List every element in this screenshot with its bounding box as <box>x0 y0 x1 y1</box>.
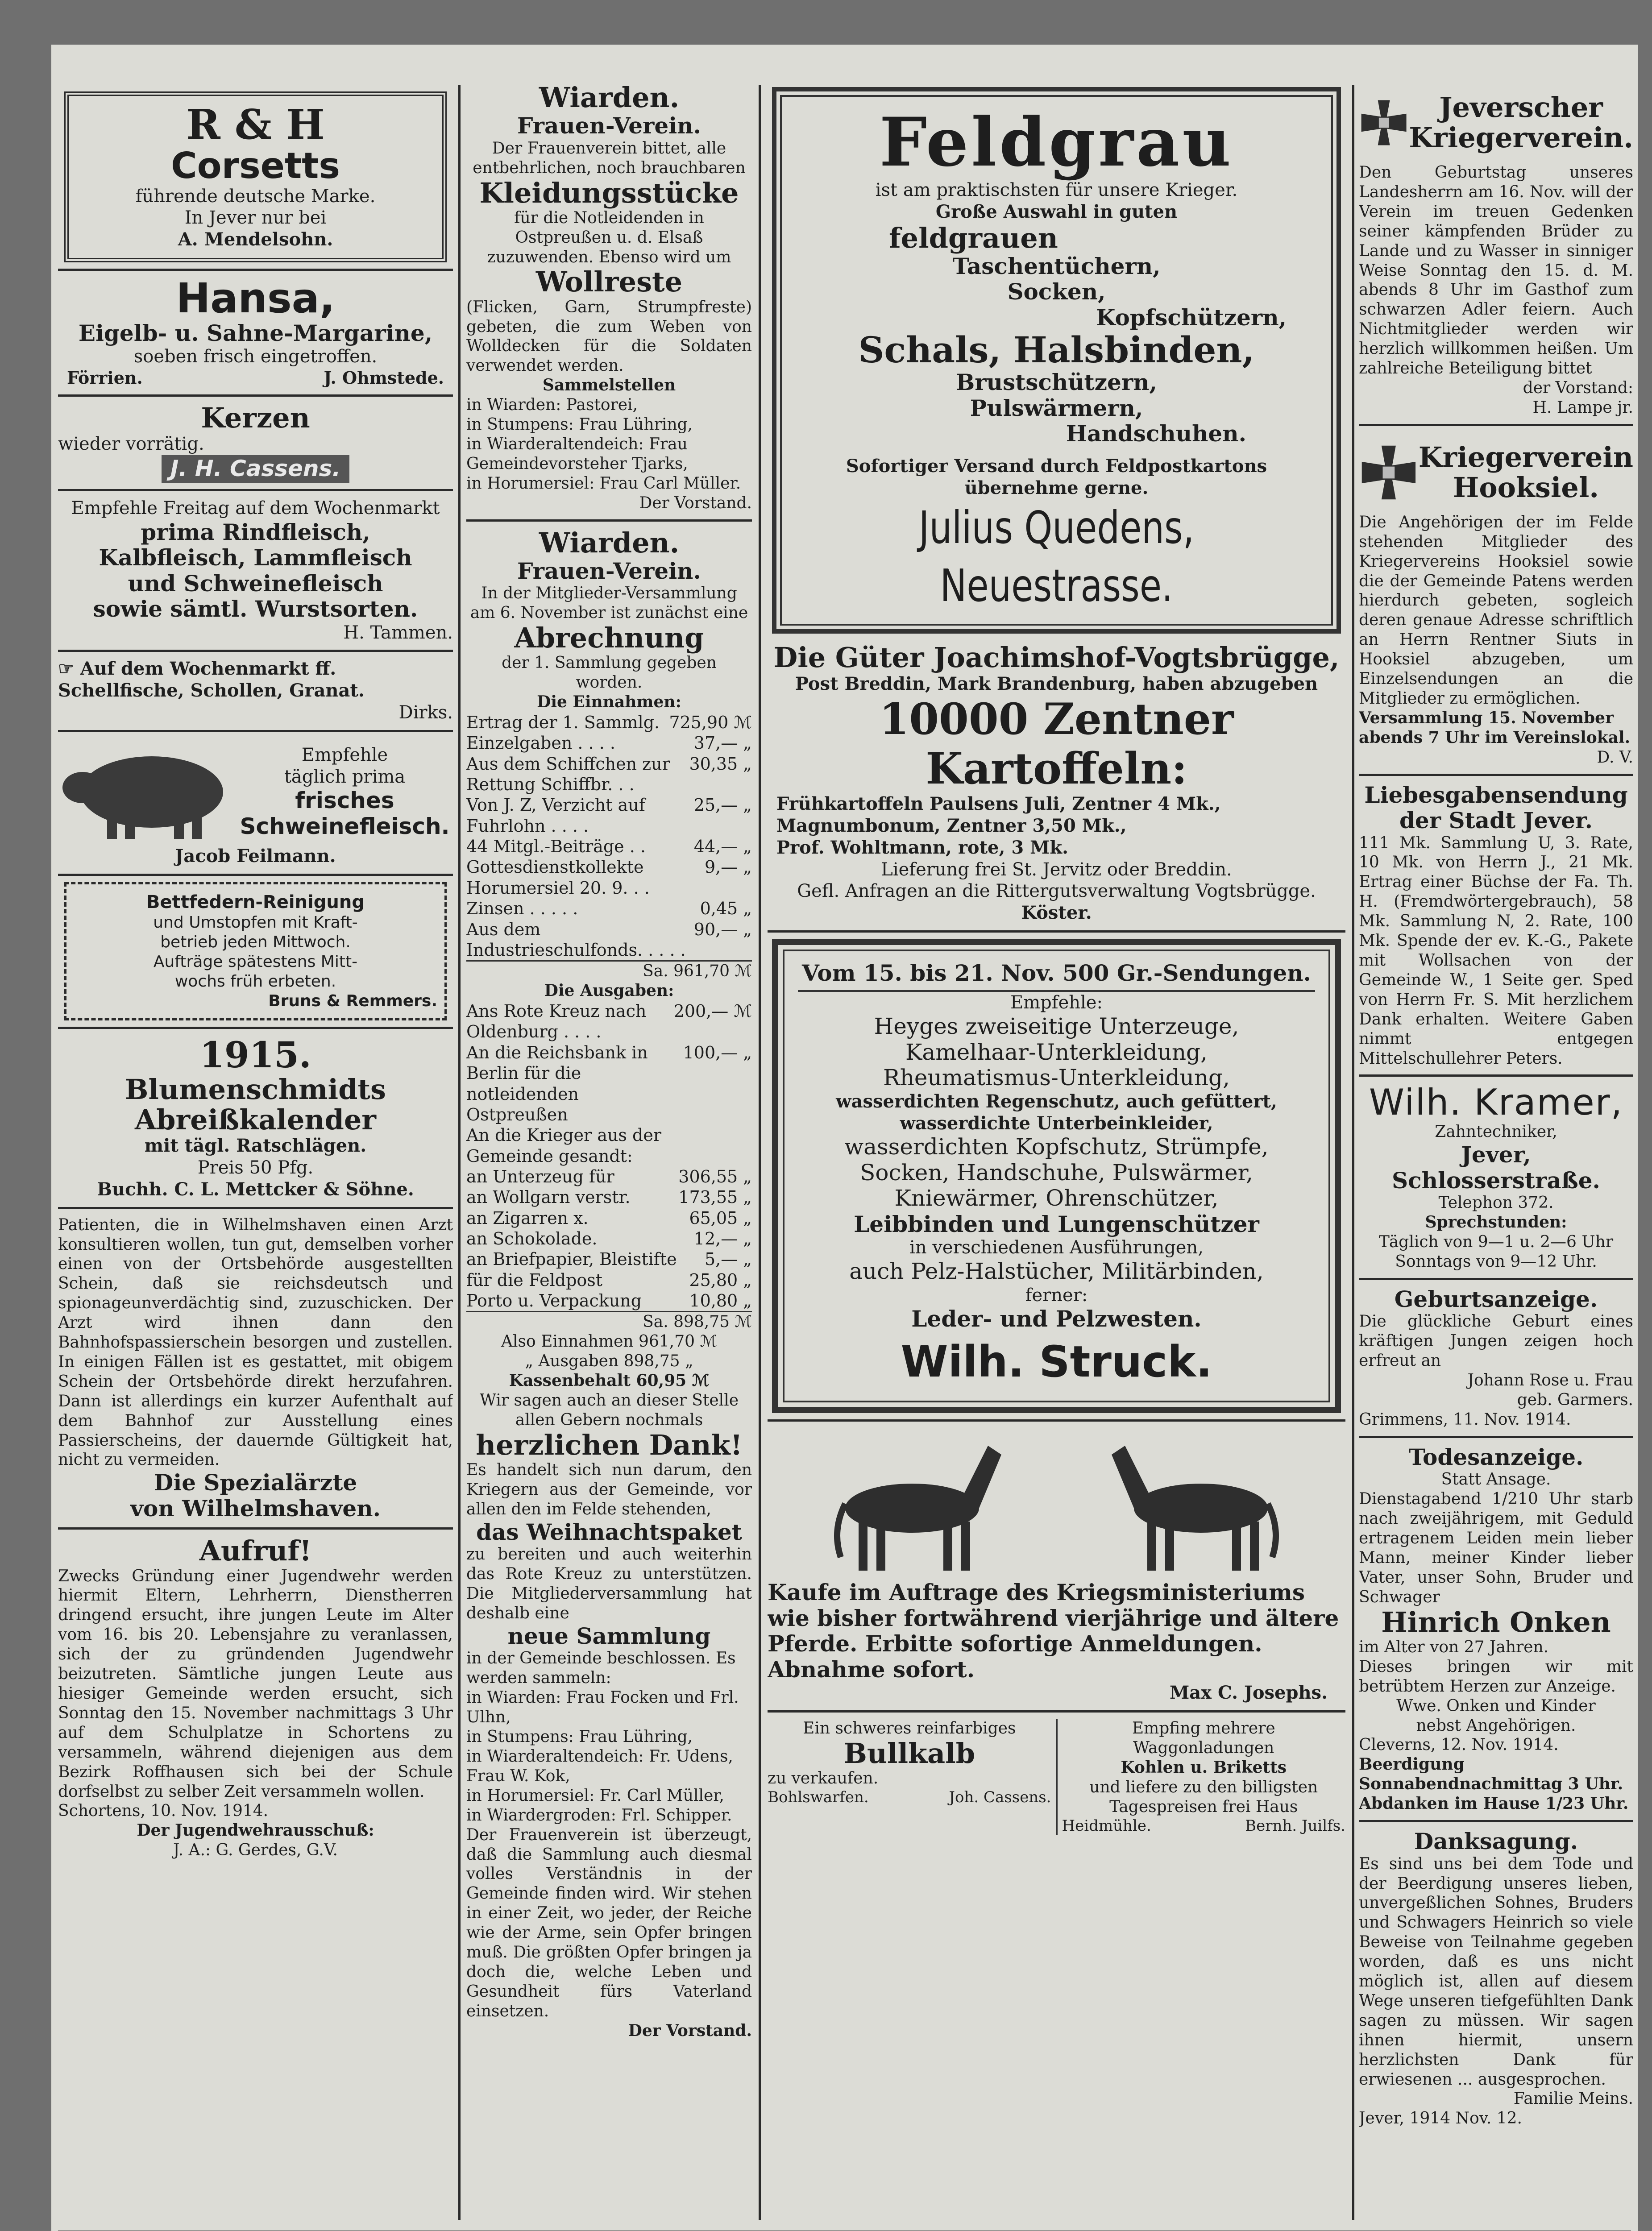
patienten-notice: Patienten, die in Wilhelmshaven einen Arzt konsultieren wollen, tun gut, demselben vorher einen von der Ortsbehörde ausgestellten Schein, daß sie reichsdeutsch und spionageunverdächtig sind, zuzuschicken. Der Arzt wird ihnen dann den Bahnhofspassierschein besorgen und zustellen. In einigen Fällen ist es gestattet, mit obigem Schein der Ortsbehörde direkt herzufahren. Dann ist allerdings ein kurzer Aufenthalt auf dem Bahnhof zur Ausstellung eines Passierscheins, der dauernde Gültigkeit hat, nicht zu vermeiden. Die Spezialärzte von Wilhelmshaven. <box>58 1215 453 1522</box>
ledger-value: 37,— „ <box>693 733 752 753</box>
ledger-value: 90,— „ <box>693 919 752 939</box>
ledger-row <box>466 712 752 733</box>
ledger-value: 5,— „ <box>704 1249 752 1269</box>
dirks-ad: ☞ Auf dem Wochenmarkt ff. Schellfische, Schollen, Granat. Dirks. <box>58 658 453 723</box>
ledger-label: An die Reichsbank in Berlin für die notleidenden Ostpreußen <box>466 1042 648 1124</box>
ledger-row <box>466 733 752 753</box>
bottom-ads <box>768 1719 1345 1835</box>
ledger-row <box>466 1042 752 1125</box>
pig-icon <box>58 738 237 846</box>
ledger-row <box>466 1166 752 1187</box>
liebesgaben-notice: Liebesgabensendung der Stadt Jever. 111 Mk. Sammlung U, 3. Rate, 10 Mk. von Herrn J., 21 Mk. Ertrag einer Büchse der Fa. Th. H. (Fremdwörtergebrauch), 58 Mk. Sammlung N, 2. Rate, 100 Mk. Spende der ev. K.-G., Pakete mit Wollsachen von der Gemeinde W., 1 Seite ger. Sped von Herrn Fr. S. Mit herzlichem Dank erhalten. Weitere Gaben nimmt entgegen Mittelschullehrer Peters. <box>1359 781 1633 1068</box>
ledger-row <box>466 1001 752 1042</box>
column-3 <box>768 83 1345 2220</box>
kartoffeln-ad: Die Güter Joachimshof-Vogtsbrügge, Post Breddin, Mark Brandenburg, haben abzugeben 10000 Zentner Kartoffeln: Frühkartoffeln Paulsens Juli, Zentner 4 Mk., Magnumbonum, Zentner 3,50 Mk., Prof. Wohltmann, rote, 3 Mk. Lieferung frei St. Jervitz oder Breddin. Gefl. Anfragen an die Rittergutsverwaltung Vogtsbrügge. Köster. <box>773 641 1340 924</box>
ledger-row <box>466 1187 752 1207</box>
ledger-label: 44 Mitgl.-Beiträge . . <box>466 837 646 857</box>
wiarden-notice-1: Wiarden. Frauen-Verein. Der Frauenverein bittet, alle entbehrlichen, noch brauchbaren Kleidungsstücke für die Notleidenden in Ostpreußen u. d. Elsaß zuzuwenden. Ebenso wird um Wollreste (Flicken, Garn, Strumpfreste) gebeten, die zum Weben von Wolldecken für die Soldaten verwendet werden. Sammelstellen in Wiarden: Pastorei, in Stumpens: Frau Lühring, in Wiarderaltendeich: Frau Gemeindevorsteher Tjarks, in Horumersiel: Frau Carl Müller. Der Vorstand. <box>466 83 752 512</box>
expense-list <box>466 1001 752 1311</box>
ledger-label: Von J. Z, Verzicht auf Fuhrlohn . . . . <box>466 795 645 836</box>
ledger-value: 10,80 „ <box>689 1291 752 1311</box>
ledger-label: Ertrag der 1. Sammlg. <box>466 712 660 732</box>
feilmann-ad: Empfehle täglich prima frisches Schweinefleisch. <box>58 738 453 846</box>
column-4: Jeverscher Kriegerverein. Den Geburtstag unseres Landesherrn am 16. Nov. will der Verein im treuen Gedenken seiner kämpfenden Brüder zu Lande und zu Wasser in sinniger Weise Sonntag den 15. d. M. abends 8 Uhr im Gasthof zum schwarzen Adler feiern. Auch Nichtmitglieder werden wir herzlich willkommen heißen. Um zahlreiche Beteiligung bittet der Vorstand: H. Lampe jr. Kriegerverein Hooksiel. Die Angehörigen der im Felde stehenden Mitglieder des Kriegervereins Hooksiel sowie die der Gemeinde Patens werden hierdurch gebeten, sogleich deren genaue Adresse schriftlich an Herrn Rentner Siuts in Hooksiel abzugeben, um Einzelsendungen an die Mitglieder zu ermöglichen. Versammlung 15. November abends 7 Uhr im Vereinslokal. D. V. Liebesgabensendung der Stadt Jever. 111 Mk. Sammlung U, 3. Rate, 10 Mk. von Herrn J., 21 Mk. Ertrag einer Büchse der Fa. Th. H. (Fremdwörtergebrauch), 58 Mk. Sammlung N, 2. Rate, 100 Mk. Spende der ev. K.-G., Pakete mit Wollsachen von der Gemeinde W., 1 Seite ger. Sped von Herrn Fr. S. Mit herzlichem Dank erhalten. Weitere Gaben nimmt entgegen Mittelschullehrer Peters. Wilh. Kramer, Zahntechniker, Jever, Schlosserstraße. Telephon 372. Sprechstunden: Täglich von 9—1 u. 2—6 Uhr Sonntags von 9—12 Uhr. Geburtsanzeige. Die glückliche Geburt eines kräftigen Jungen zeigen hoch erfreut an Johann Rose u. Frau geb. Garmers. Grimmens, 11. Nov. 1914. Todesanzeige. Statt Ansage. Dienstagabend 1/210 Uhr starb nach zweijährigem, mit Geduld ertragenem Leiden mein lieber Mann, meiner Kinder lieber Vater, unser Sohn, Bruder und Schwager Hinrich Onken im Alter von 27 Jahren. Dieses bringen wir mit betrübtem Herzen zur Anzeige. Wwe. Onken und Kinder nebst Angehörigen. Cleverns, 12. Nov. 1914. Beerdigung Sonnabendnachmittag 3 Uhr. Abdanken im Hause 1/23 Uhr. Danksagung. Es sind uns bei dem Tode und der Beerdigung unseres lieben, unvergeßlichen Sohnes, Bruders und Schwagers Heinrich so viele Beweise von Teilnahme gegeben worden, daß es uns nicht möglich ist, allen auf diesem Wege unseren tiefgefühlten Dank sagen zu müssen. Wir sagen ihnen hiermit, unsern herzlichsten Dank für erwiesenen ... ausgesprochen. Familie Meins. Jever, 1914 Nov. 12. <box>1359 83 1633 2220</box>
ledger-value: 30,35 „ <box>689 754 752 774</box>
ledger-label: Porto u. Verpackung <box>466 1291 642 1311</box>
kramer-ad: Wilh. Kramer, Zahntechniker, Jever, Schlosserstraße. Telephon 372. Sprechstunden: Täglich von 9—1 u. 2—6 Uhr Sonntags von 9—12 Uhr. <box>1369 1082 1623 1271</box>
iron-cross-icon <box>1359 83 1409 163</box>
ledger-value: 9,— „ <box>704 857 752 877</box>
ledger-row <box>466 857 752 898</box>
ledger-label: Gottesdienstkollekte Horumersiel 20. 9. . . <box>466 857 650 898</box>
geburtsanzeige: Geburtsanzeige. Die glückliche Geburt eines kräftigen Jungen zeigen hoch erfreut an Johann Rose u. Frau geb. Garmers. Grimmens, 11. Nov. 1914. <box>1359 1286 1633 1429</box>
bettfedern-ad: Bettfedern-Reinigung und Umstopfen mit Kraft- betrieb jeden Mittwoch. Aufträge spätestens Mitt- wochs früh erbeten. Bruns & Remmers. <box>64 882 447 1020</box>
ledger-value: 12,— „ <box>693 1229 752 1249</box>
ledger-value: 44,— „ <box>693 837 752 857</box>
kerzen-ad: Kerzen wieder vorrätig. J. H. Cassens. <box>58 403 453 482</box>
iron-cross-icon <box>1359 432 1419 513</box>
ledger-row <box>466 1208 752 1228</box>
ledger-label: für die Feldpost <box>466 1270 603 1290</box>
ledger-label: an Unterzeug für <box>466 1166 614 1186</box>
ledger-value: 0,45 „ <box>700 899 752 919</box>
ledger-value: 65,05 „ <box>689 1208 752 1228</box>
ledger-label: An die Krieger aus der Gemeinde gesandt: <box>466 1125 661 1166</box>
ledger-value: 25,— „ <box>693 795 752 815</box>
horse-icon <box>814 1428 1010 1580</box>
aufruf-notice: Aufruf! Zwecks Gründung einer Jugendwehr werden hiermit Eltern, Lehrherrn, Dienstherren dringend ersucht, ihre jungen Leute im Alter vom 16. bis 20. Lebensjahre zu veranlassen, sich der zu gründenden Jugendwehr beizutreten. Sämtliche jungen Leute aus hiesiger Gemeinde werden ersucht, sich Sonntag den 15. November nachmittags 3 Uhr auf dem Schulplatze in Schortens zu versammeln, während diejenigen aus dem Bezirk Roffhausen sich bei der Schule dorfselbst zu selber Zeit versammeln wollen. Schortens, 10. Nov. 1914. Der Jugendwehrausschuß: J. A.: G. Gerdes, G.V. <box>58 1534 453 1860</box>
ledger-label: Aus dem Industrieschulfonds. . . . . <box>466 919 686 960</box>
jever-krieger-header: Jeverscher Kriegerverein. <box>1359 83 1633 163</box>
ledger-row <box>466 754 752 795</box>
ledger-label: an Zigarren x. <box>466 1208 589 1228</box>
corset-ad: R & H Corsetts führende deutsche Marke. In Jever nur bei A. Mendelsohn. <box>64 91 447 262</box>
ledger-row <box>466 795 752 836</box>
kalender-ad: 1915. Blumenschmidts Abreißkalender mit tägl. Ratschlägen. Preis 50 Pfg. Buchh. C. L. Mettcker & Söhne. <box>97 1033 414 1200</box>
column-rule <box>1352 85 1354 2220</box>
column-rule <box>458 85 461 2220</box>
ledger-label: Einzelgaben . . . . <box>466 733 615 753</box>
struck-ad: Vom 15. bis 21. Nov. 500 Gr.-Sendungen. Empfehle: Heyges zweiseitige Unterzeuge, Kamelhaar-Unterkleidung, Rheumatismus-Unterkleidung, wasserdichten Regenschutz, auch gefüttert, wasserdichte Unterbeinkleider, wasserdichten Kopfschutz, Strümpfe, Socken, Handschuhe, Pulswärmer, Kniewärmer, Ohrenschützer, Leibbinden und Lungenschützer in verschiedenen Ausführungen, auch Pelz-Halstücher, Militärbinden, ferner: Leder- und Pelzwesten. Wilh. Struck. <box>772 939 1341 1413</box>
ledger-label: an Wollgarn verstr. <box>466 1187 631 1207</box>
column-rule <box>759 85 761 2220</box>
ledger-row <box>466 1249 752 1269</box>
ledger-value: 725,90 ℳ <box>669 712 752 732</box>
hansa-ad: Hansa, Eigelb- u. Sahne-Margarine, soeben frisch eingetroffen. Förrien. J. Ohmstede. <box>67 274 444 388</box>
tammen-ad: Empfehle Freitag auf dem Wochenmarkt prima Rindfleisch, Kalbfleisch, Lammfleisch und Schweinefleisch sowie sämtl. Wurstsorten. H. Tammen. <box>71 498 453 643</box>
horse-icon <box>1103 1428 1299 1580</box>
ledger-row <box>466 919 752 961</box>
ledger-label: Ans Rote Kreuz nach Oldenburg . . . . <box>466 1001 647 1042</box>
ledger-row <box>466 1270 752 1290</box>
ledger-label: Aus dem Schiffchen zur Rettung Schiffbr. . . <box>466 754 670 795</box>
ledger-value: 25,80 „ <box>689 1270 752 1290</box>
danksagung: Danksagung. Es sind uns bei dem Tode und der Beerdigung unseres lieben, unvergeßlichen Sohnes, Bruders und Schwagers Heinrich so viele Beweise von Teilnahme gegeben worden, daß es uns nicht möglich ist, allen auf diesem Wege unseren tiefgefühlten Dank sagen zu müssen. Wir sagen ihnen hiermit, unsern herzlichsten Dank für erwiesenen ... ausgesprochen. Familie Meins. Jever, 1914 Nov. 12. <box>1359 1828 1633 2128</box>
income-list <box>466 712 752 960</box>
column-2 <box>466 83 752 2220</box>
ledger-label: an Briefpapier, Bleistifte <box>466 1249 677 1269</box>
pferde-ad: Kaufe im Auftrage des Kriegsministeriums wie bisher fortwährend vierjährige und ältere Pferde. Erbitte sofortige Anmeldungen. Abnahme sofort. Max C. Josephs. <box>768 1428 1345 1704</box>
ledger-row <box>466 836 752 857</box>
wiarden-notice-2: Wiarden. Frauen-Verein. In der Mitglieder-Versammlung am 6. November ist zunächst eine Abrechnung der 1. Sammlung gegeben worden. Die Einnahmen: Ertrag der 1. Sammlg. 725,90 ℳ Einzelgaben . . . . 37,— „ Aus dem Schiffchen zur Rettung Schiffbr. . . 30,35 „ Von J. Z, Verzicht auf Fuhrlohn . . . . 25,— „ 44 Mitgl.-Beiträge . . 44,— „ Gottesdienstkollekte Horumersiel 20. 9. . . 9,— „ Zinsen . . . . . 0,45 „ Aus dem Industrieschulfonds. . . . . 90,— „ Sa. 961,70 ℳ Die Ausgaben: Ans Rote Kreuz nach Oldenburg . . . . 200,— ℳ An die Reichsbank in Berlin für die notleidenden Ostpreußen 100,— „ An die Krieger aus der Gemeinde gesandt: an Unterzeug für 306,55 „ an Wollgarn verstr. 173,55 „ an Zigarren x. 65,05 „ an Schokolade. 12,— „ an Briefpapier, Bleistifte 5,— „ für die Feldpost 25,80 „ Porto u. Verpackung 10,80 „ Sa. 898,75 ℳ Also Einnahmen 961,70 ℳ „ Ausgaben 898,75 „ Kassenbehalt 60,95 ℳ Wir sagen auch an dieser Stelle allen Gebern nochmals herzlichen Dank! Es handelt sich nun darum, den Kriegern aus der Gemeinde, vor allen den im Felde stehenden, das Weihnachtspaket zu bereiten und auch weiterhin das Rote Kreuz zu unterstützen. Die Mitgliederversammlung hat deshalb eine neue Sammlung in der Gemeinde beschlossen. Es werden sammeln: in Wiarden: Frau Focken und Frl. Ulhn, in Stumpens: Frau Lühring, in Wiarderaltendeich: Fr. Udens, Frau W. Kok, in Horumersiel: Fr. Carl Müller, in Wiardergroden: Frl. Schipper. Der Frauenverein ist überzeugt, daß die Sammlung auch diesmal volles Verständnis in der Gemeinde finden wird. Wir stehen in einer Zeit, wo jeder, der Reiche wie der Arme, sein Opfer bringen muß. Die größten Opfer bringen ja doch die, welche Leben und Gesundheit fürs Vaterland einsetzen. Der Vorstand. <box>466 526 752 2040</box>
feldgrau-ad: Feldgrau ist am praktischsten für unsere Krieger. Große Auswahl in guten feldgrauen Taschentüchern, Socken, Kopfschützern, Schals, Halsbinden, Brustschützern, Pulswärmern, Handschuhen. Sofortiger Versand durch Feldpostkartons übernehme gerne. Julius Quedens, Neuestrasse. <box>772 87 1341 634</box>
pointing-hand-icon: ☞ <box>58 658 80 680</box>
ledger-row <box>466 898 752 919</box>
ledger-label: an Schokolade. <box>466 1229 598 1249</box>
todesanzeige: Todesanzeige. Statt Ansage. Dienstagabend 1/210 Uhr starb nach zweijährigem, mit Geduld ertragenem Leiden mein lieber Mann, meiner Kinder lieber Vater, unser Sohn, Bruder und Schwager Hinrich Onken im Alter von 27 Jahren. Dieses bringen wir mit betrübtem Herzen zur Anzeige. Wwe. Onken und Kinder nebst Angehörigen. Cleverns, 12. Nov. 1914. Beerdigung Sonnabendnachmittag 3 Uhr. Abdanken im Hause 1/23 Uhr. <box>1359 1443 1633 1813</box>
ledger-value: 100,— „ <box>683 1042 752 1062</box>
ledger-row <box>466 1125 752 1166</box>
ledger-row <box>466 1290 752 1311</box>
ledger-value: 306,55 „ <box>678 1166 752 1186</box>
ledger-value: 173,55 „ <box>678 1187 752 1207</box>
ledger-label: Zinsen . . . . . <box>466 899 578 919</box>
newspaper-page <box>51 45 1638 2231</box>
hooksiel-krieger-header: Kriegerverein Hooksiel. <box>1359 432 1633 513</box>
column-1: R & H Corsetts führende deutsche Marke. In Jever nur bei A. Mendelsohn. Hansa, Eigelb- u. Sahne-Margarine, soeben frisch eingetroffen. Förrien. J. Ohmstede. Kerzen wieder vorrätig. J. H. Cassens. Empfehle Freitag auf dem Wochenmarkt prima Rindfleisch, Kalbfleisch, Lammfleisch und Schweinefleisch sowie sämtl. Wurstsorten. H. Tammen. ☞ Auf dem Wochenmarkt ff. Schellfische, Schollen, Granat. Dirks. Empfehle täglich prima frisches Schweinefleisch. Jacob Feilmann. Bettfedern-Reinigung und Umstopfen mit Kraft- betrieb jeden Mittwoch. Aufträge spätestens Mitt- wochs früh erbeten. Bruns & Remmers. 1915. Blumenschmidts Abreißkalender mit tägl. Ratschlägen. Preis 50 Pfg. Buchh. C. L. Mettcker & Söhne. Patienten, die in Wilhelmshaven einen Arzt konsultieren wollen, tun gut, demselben vorher einen von der Ortsbehörde ausgestellten Schein, daß sie reichsdeutsch und spionageunverdächtig sind, zuzuschicken. Der Arzt wird ihnen dann den Bahnhofspassierschein besorgen und zustellen. In einigen Fällen ist es gestattet, mit obigem Schein der Ortsbehörde direkt herzufahren. Dann ist allerdings ein kurzer Aufenthalt auf dem Bahnhof zur Ausstellung eines Passierscheins, der dauernde Gültigkeit hat, nicht zu vermeiden. Die Spezialärzte von Wilhelmshaven. Aufruf! Zwecks Gründung einer Jugendwehr werden hiermit Eltern, Lehrherrn, Dienstherren dringend ersucht, ihre jungen Leute im Alter vom 16. bis 20. Lebensjahre zu veranlassen, sich der zu gründenden Jugendwehr beizutreten. Sämtliche jungen Leute aus hiesiger Gemeinde werden ersucht, sich Sonntag den 15. November nachmittags 3 Uhr auf dem Schulplatze in Schortens zu versammeln, während diejenigen aus dem Bezirk Roffhausen sich bei der Schule dorfselbst zu selber Zeit versammeln wollen. Schortens, 10. Nov. 1914. Der Jugendwehrausschuß: J. A.: G. Gerdes, G.V. <box>58 83 453 2220</box>
ledger-value: 200,— ℳ <box>673 1001 752 1021</box>
bullkalb-ad: Ein schweres reinfarbiges Bullkalb zu verkaufen. Bohlswarfen. Joh. Cassens. <box>768 1719 1058 1835</box>
kohlen-ad: Empfing mehrere Waggonladungen Kohlen u. Briketts und liefere zu den billigsten Tagespreisen frei Haus Heidmühle. Bernh. Juilfs. <box>1062 1719 1345 1835</box>
ledger-row <box>466 1228 752 1249</box>
